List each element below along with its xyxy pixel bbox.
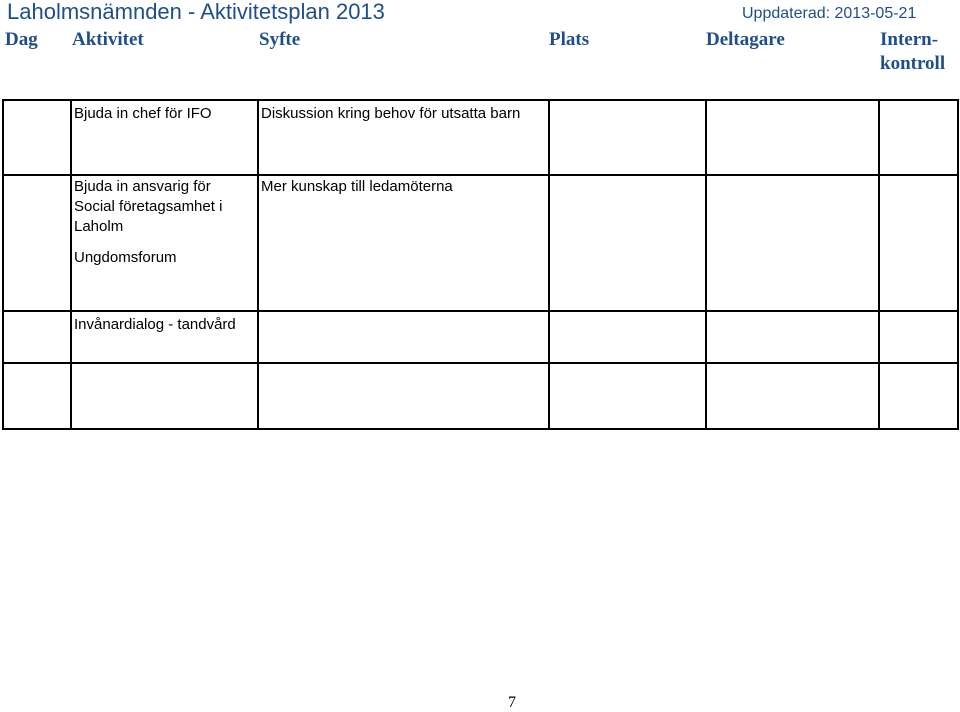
header-aktivitet: Aktivitet	[72, 29, 144, 50]
table-header	[0, 28, 960, 76]
row-3-aktivitet: Ungdomsforum	[74, 249, 177, 266]
updated-date: Uppdaterad: 2013-05-21	[742, 5, 917, 22]
header-deltagare: Deltagare	[706, 29, 785, 50]
header-internkontroll-line2: kontroll	[880, 53, 946, 74]
activity-table	[2, 99, 959, 430]
column-divider	[70, 101, 72, 428]
row-2-syfte: Mer kunskap till ledamöterna	[261, 178, 453, 195]
column-divider	[705, 101, 707, 428]
document-title: Laholmsnämnden - Aktivitetsplan 2013	[7, 0, 385, 24]
row-4-aktivitet: Invånardialog - tandvård	[74, 316, 236, 333]
header-dag: Dag	[5, 29, 38, 50]
row-1-syfte: Diskussion kring behov för utsatta barn	[261, 105, 521, 122]
page-number: 7	[508, 694, 516, 711]
column-divider	[257, 101, 259, 428]
row-divider	[4, 174, 957, 176]
row-1-aktivitet: Bjuda in chef för IFO	[74, 105, 212, 122]
header-internkontroll-line1: Intern-	[880, 29, 939, 50]
header-syfte: Syfte	[259, 29, 301, 50]
column-divider	[548, 101, 550, 428]
row-divider	[4, 362, 957, 364]
header-plats: Plats	[549, 29, 590, 50]
row-2-aktivitet: Bjuda in ansvarig för Social företagsamhet i Laholm	[74, 178, 223, 235]
column-divider	[878, 101, 880, 428]
row-divider	[4, 310, 957, 312]
